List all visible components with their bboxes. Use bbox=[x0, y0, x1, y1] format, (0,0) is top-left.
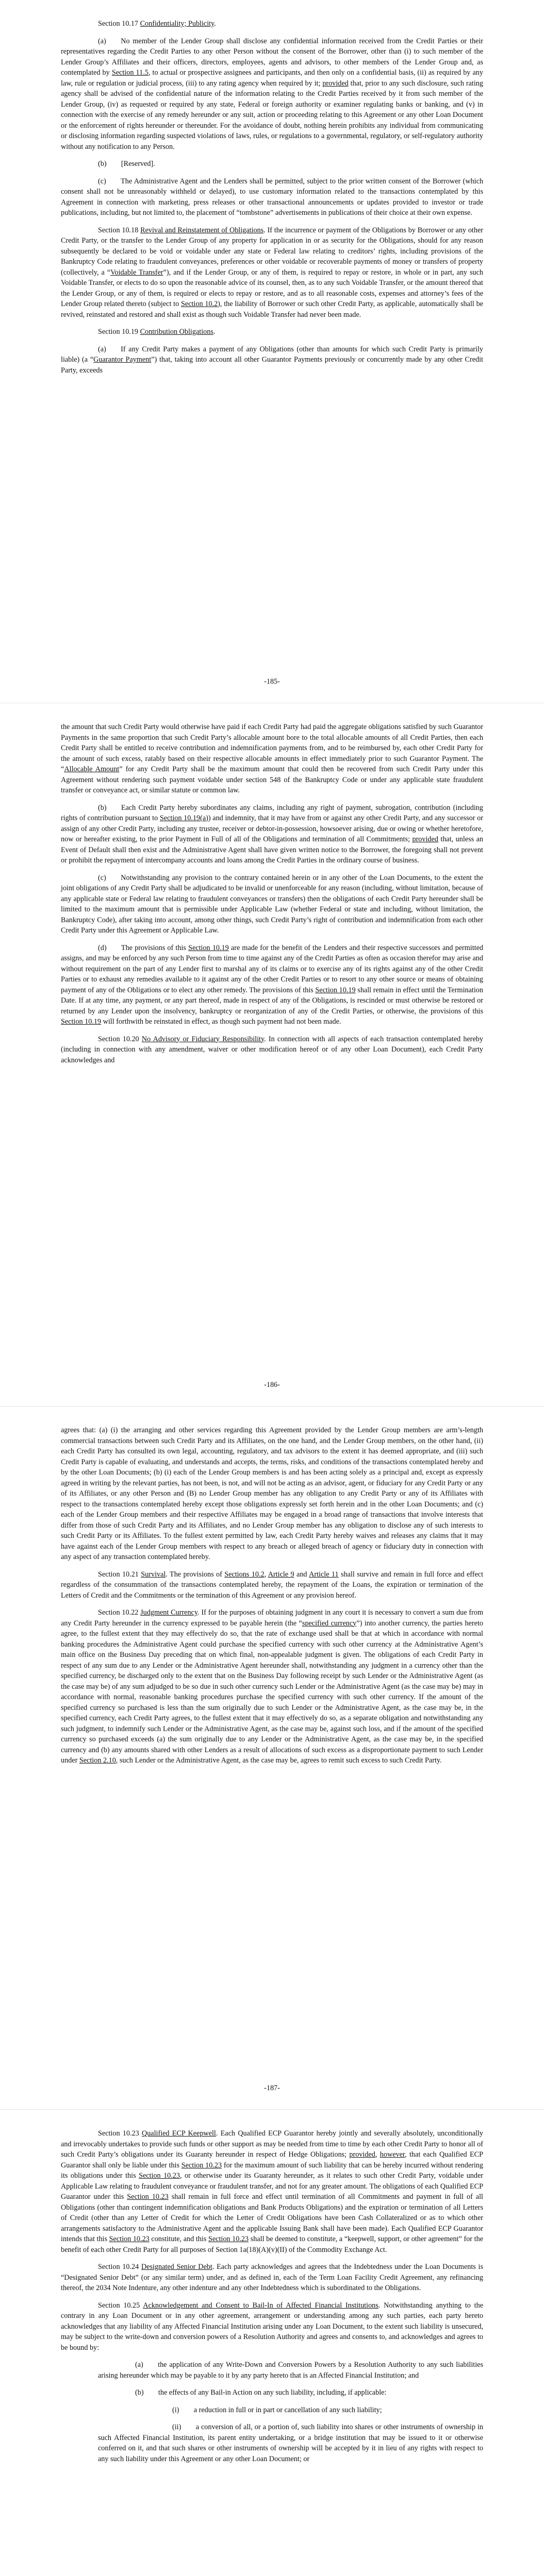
paragraph bbox=[61, 159, 483, 170]
paragraph-text: . bbox=[213, 328, 216, 336]
paragraph-text: Section 10.21 bbox=[98, 1570, 141, 1579]
paragraph bbox=[61, 344, 483, 376]
paragraph-text: shall remain in full force and effect until termination of all Commitments and payment in full of all Obligations (other than contingent indemnification obligations and Bank Products Obligations) and the expiration or termination of all Letters of Credit (other than any Letter of Credit for which the Letter of Credit Obligations have been Cash Collateralized or as to which other arrangements satisfactory to the Administrative Agent and the applicable Issuing Bank shall have been made). Each Qualified ECP Guarantor intends that this bbox=[61, 2193, 483, 2243]
paragraph bbox=[61, 1425, 483, 1563]
paragraph-text: (i) a reduction in full or in part or cancellation of any such liability; bbox=[172, 2405, 382, 2414]
underlined-term: Guarantor Payment bbox=[93, 355, 152, 364]
paragraph bbox=[61, 225, 483, 320]
underlined-term: Confidentiality; Publicity bbox=[140, 20, 215, 28]
paragraph bbox=[61, 2422, 483, 2464]
paragraph-text: ”) that, taking into account all other Guarantor Payments previously or concurrently made by any other Credit Party, exceeds bbox=[61, 355, 483, 375]
underlined-term: Section 10.23 bbox=[181, 2161, 222, 2170]
underlined-term: Section 10.23 bbox=[139, 2172, 180, 2180]
underlined-term: Sections 10.2 bbox=[224, 1570, 265, 1579]
page-body bbox=[61, 2128, 483, 2464]
paragraph-text: Section 10.25 bbox=[98, 2301, 143, 2310]
paragraph bbox=[61, 873, 483, 936]
paragraph bbox=[61, 1034, 483, 1066]
underlined-term: Article 11 bbox=[309, 1570, 339, 1579]
underlined-term: Section 10.23 bbox=[127, 2193, 169, 2201]
paragraph bbox=[61, 19, 483, 29]
paragraph bbox=[61, 943, 483, 1027]
paragraph-text: . bbox=[214, 20, 216, 28]
paragraph-text: agrees that: (a) (i) the arranging and other services regarding this Agreement provided by the Lender Group members are arm’s-length commercial transactions between such Credit Party and its Affiliates, on the one hand, and the Lender Group members, on the other hand, (ii) each Credit Party has consulted its own legal, accounting, regulatory, and tax advisors to the extent it has deemed appropriate, and (iii) such Credit Party is capable of evaluating, and understands and accepts, the terms, risks, and conditions of the transactions contemplated hereby and by the other Loan Documents; (b) (i) each of the Lender Group members is and has been acting solely as a principal and, except as expressly agreed in writing by the relevant parties, has not been, is not, and will not be acting as an advisor, agent, or fiduciary for any Credit Party or any of its Affiliates, or any other Person and (B) no Lender Group member has any obligation to any Credit Party or any of its Affiliates with respect to the transactions contemplated hereby except those obligations expressly set forth herein and in the other Loan Documents; and (c) each of the Lender Group members and their respective Affiliates may be engaged in a broad range of transactions that involve interests that differ from those of such Credit Party and its Affiliates, and no Lender Group member has any obligation to disclose any of such interests to such Credit Party or its Affiliates. To the fullest extent permitted by law, each Credit Party hereby waives and releases any claims that it may have against each of the Lender Group members with respect to any breach or alleged breach of agency or fiduciary duty in connection with any aspect of any transaction contemplated hereby. bbox=[61, 1426, 483, 1561]
underlined-term: Judgment Currency bbox=[140, 1608, 198, 1617]
paragraph-text: Section 10.19 bbox=[98, 328, 140, 336]
paragraph-text: the amount that such Credit Party would otherwise have paid if each Credit Party had paid the aggregate obligations satisfied by such Guarantor Payments in the same proportion that such Credit Party’s allocable amount bore to the total allocable amounts of all Credit Parties, then each Credit Party shall be entitled to receive contribution and indemnification payments from, and to be reimbursed by, each other Credit Party for the amount of such excess, ratably based on their respective allocable amounts in effect immediately prior to such Guarantor Payment. The “ bbox=[61, 723, 483, 773]
paragraph bbox=[61, 2262, 483, 2294]
underlined-term: provided bbox=[349, 2150, 375, 2159]
underlined-term: Article 9 bbox=[268, 1570, 294, 1579]
page-body bbox=[61, 1425, 483, 1766]
underlined-term: provided bbox=[322, 79, 349, 88]
paragraph-text: Section 10.17 bbox=[98, 20, 140, 28]
underlined-term: Contribution Obligations bbox=[140, 328, 213, 336]
paragraph-text: (c) The Administrative Agent and the Lenders shall be permitted, subject to the prior written consent of the Borrower (which consent shall not be unreasonably withheld or delayed), to use customary information related to the transactions contemplated by this Agreement in connection with marketing, press releases or other transactional announcements or updates provided to investor or trade publications, including, but not limited to, the placement of “tombstone” advertisements in publications of their choice at their own expense. bbox=[61, 177, 483, 217]
paragraph-text: . In connection with all aspects of each transaction contemplated hereby (including in connection with any amendment, waiver or other modification hereof or of any other Loan Document), each Credit Party acknowledges and bbox=[61, 1035, 483, 1064]
underlined-term: Designated Senior Debt bbox=[141, 2263, 212, 2271]
underlined-term: Qualified ECP Keepwell bbox=[141, 2129, 216, 2138]
paragraph-text: (ii) a conversion of all, or a portion of, such liability into shares or other instruments of ownership in such Affected Financial Institution, its parent entity undertaking, or a bridge institution that may be issued to it or otherwise conferred on it, and that such shares or other instruments of ownership will be accepted by it in lieu of any rights with respect to any such liability under this Agreement or any other Loan Document; or bbox=[98, 2423, 483, 2463]
underlined-term: specified currency bbox=[302, 1619, 357, 1628]
paragraph-text: shall survive and remain in full force and effect regardless of the consummation of the transactions contemplated hereby, the repayment of the Loans, the expiration or termination of the Letters of Credit and the Commitments or the termination of this Agreement or any provision hereof. bbox=[61, 1570, 484, 1600]
paragraph-text: . The provisions of bbox=[166, 1570, 225, 1579]
paragraph-text: Section 10.23 bbox=[98, 2129, 142, 2138]
paragraph-text: (d) The provisions of this bbox=[98, 943, 189, 952]
underlined-term: Revival and Reinstatement of Obligations bbox=[140, 226, 264, 234]
paragraph-text: . If the incurrence or payment of the Obligations by Borrower or any other Credit Party, or the transfer to the Lender Group of any property for application in or as security for the Obligations, should for any reason subsequently be declared to be void or voidable under any state or Federal law relating to creditors’ rights, including provisions of the Bankruptcy Code relating to fraudulent conveyances, preferences or other voidable or recoverable payments of money or transfers of property (collectively, a “ bbox=[61, 226, 483, 277]
page-number: -187- bbox=[264, 2084, 280, 2092]
paragraph-text: ”) into another currency, the parties hereto agree, to the fullest extent that they may effectively do so, that the rate of exchange used shall be that at which in accordance with normal banking procedures the Administrative Agent could purchase the specified currency with such other currency at the Administrative Agent’s main office on the Business Day preceding that on which final, non-appealable judgment is given. The obligations of each Credit Party in respect of any sum due to any Lender or the Administrative Agent hereunder shall, notwithstanding any judgment in a currency other than the specified currency, be discharged only to the extent that on the Business Day following receipt by such Lender or the Administrative Agent (as the case may be) of any sum adjudged to be so due in such other currency such Lender or the Administrative Agent (as the case may be) may in accordance with normal, reasonable banking procedures purchase the specified currency with such other currency. If the amount of the specified currency so purchased is less than the sum originally due to such Lender or the Administrative Agent, as the case may be, in the specified currency, each Credit Party agrees, to the fullest extent that it may effectively do so, as a separate obligation and notwithstanding any such judgment, to indemnify such Lender or the Administrative Agent, as the case may be, against such loss, and if the amount of the specified currency so purchased exceeds (a) the sum originally due to any Lender or the Administrative Agent, as the case may be, in the specified currency and (b) any amounts shared with other Lenders as a result of allocations of such excess as a disproportionate payment to such Lender under bbox=[61, 1619, 483, 1765]
paragraph-text: , or otherwise under its Guaranty hereunder, as it relates to such other Credit Party, voidable under Applicable Law relating to fraudulent conveyance or fraudulent transfer, and not for any greater amount. The obligations of each Qualified ECP Guarantor under this bbox=[61, 2172, 483, 2201]
paragraph bbox=[61, 2128, 483, 2255]
paragraph-text: , that each Qualified ECP Guarantor shall only be liable under this bbox=[61, 2150, 484, 2170]
paragraph-text: , to actual or prospective assignees and participants, and then only on a confidential basis, (ii) as required by any law, rule or regulation or judicial process, (iii) to any rating agency when required by it; bbox=[61, 69, 483, 88]
paragraph-text: (a) If any Credit Party makes a payment of any Obligations (other than amounts for which such Credit Party is primarily liable) (a “ bbox=[61, 345, 483, 364]
paragraph-text: Section 10.24 bbox=[98, 2263, 141, 2271]
paragraph-text: (b) Each Credit Party hereby subordinates any claims, including any right of payment, subrogation, contribution (including rights of contribution pursuant to bbox=[61, 803, 483, 822]
paragraph bbox=[61, 2360, 483, 2381]
underlined-term: Section 10.19 bbox=[61, 1018, 102, 1026]
underlined-term: Acknowledgement and Consent to Bail-In of Affected Financial Institutions bbox=[143, 2301, 378, 2310]
page bbox=[0, 0, 544, 703]
page bbox=[0, 1406, 544, 2110]
underlined-term: Voidable Transfer bbox=[110, 268, 163, 277]
paragraph-text: for the maximum amount of such liability that can be hereby incurred without rendering its obligations under this bbox=[61, 2161, 483, 2180]
paragraph bbox=[61, 722, 483, 796]
underlined-term: Survival bbox=[141, 1570, 166, 1579]
page bbox=[0, 2110, 544, 2576]
paragraph-text: , bbox=[375, 2150, 380, 2159]
paragraph-text: (b) the effects of any Bail-in Action on any such liability, including, if applicable: bbox=[135, 2388, 387, 2397]
paragraph-text: (a) the application of any Write-Down and Conversion Powers by a Resolution Authority to any such liabilities arising hereunder which may be payable to it by any party hereto that is an Affected Financial Institution; and bbox=[98, 2361, 483, 2380]
underlined-term: Section 2.10 bbox=[79, 1756, 116, 1765]
page-number: -186- bbox=[264, 1381, 280, 1389]
underlined-term: Section 10.23 bbox=[208, 2235, 249, 2243]
paragraph bbox=[61, 803, 483, 866]
underlined-term: Section 10.19 bbox=[315, 986, 356, 994]
underlined-term: however bbox=[380, 2150, 405, 2159]
paragraph-text: are made for the benefit of the Lenders and their respective successors and permitted assigns, and may be enforced by any such Person from time to time against any of the Credit Parties as often as occasion therefor may arise and without requirement on the part of any Lender first to marshal any of its claims or to exercise any of its rights against any of the other Credit Parties or to exhaust any remedies available to it against any of the other Credit Parties or to resort to any other source or means of obtaining payment of any of the Obligations or to elect any other remedy. The provisions of this bbox=[61, 943, 483, 994]
paragraph-text: . Notwithstanding anything to the contrary in any Loan Document or in any other agreement, arrangement or understanding among any such parties, each party hereto acknowledges that any liability of any Affected Financial Institution arising under any Loan Document, to the extent such liability is unsecured, may be subject to the write-down and conversion powers of a Resolution Authority and agrees and consents to, and acknowledges and agrees to be bound by: bbox=[61, 2301, 483, 2352]
paragraph bbox=[61, 1569, 483, 1601]
paragraph bbox=[61, 327, 483, 337]
paragraph-text: and bbox=[294, 1570, 309, 1579]
underlined-term: Allocable Amount bbox=[64, 765, 120, 773]
paragraph-text: that, unless an Event of Default shall then exist and the Administrative Agent shall have given written notice to the Borrower, the foregoing shall not prevent or prohibit the repayment of intercompany accounts and loans among the Credit Parties in the ordinary course of business. bbox=[61, 835, 483, 865]
paragraph-text: ”), and if the Lender Group, or any of them, is required to repay or restore, in whole or in part, any such Voidable Transfer, or elects to do so upon the reasonable advice of its counsel, then, as to any such Voidable Transfer, or the amount thereof that the Lender Group, or any of them, is required or elects to repay or restore, and as to all reasonable costs, expenses and attorney’s fees of the Lender Group related thereto (subject to bbox=[61, 268, 484, 308]
underlined-term: Section 10.19(a) bbox=[159, 814, 208, 822]
page-body bbox=[61, 19, 483, 376]
paragraph-text: shall remain in effect until the Termination Date. If at any time, any payment, or any part thereof, made in respect of any of the Obligations, is rescinded or must otherwise be restored or returned by any Lender upon the insolvency, bankruptcy or reorganization of any of the Credit Parties, or otherwise, the provisions of this bbox=[61, 986, 483, 1015]
paragraph-text: constitute, and this bbox=[149, 2235, 208, 2243]
underlined-term: Section 10.23 bbox=[109, 2235, 150, 2243]
underlined-term: provided bbox=[412, 835, 438, 843]
underlined-term: Section 11.5 bbox=[111, 69, 149, 77]
paragraph-text: Section 10.22 bbox=[98, 1608, 141, 1617]
page-body bbox=[61, 722, 483, 1065]
paragraph-text: will forthwith be reinstated in effect, as though such payment had not been made. bbox=[101, 1018, 341, 1026]
paragraph-text: ), the liability of Borrower or such other Credit Party, as applicable, automatically shall be revived, reinstated and restored and shall exist as though such Voidable Transfer had never been made. bbox=[61, 300, 483, 319]
underlined-term: No Advisory or Fiduciary Responsibility bbox=[141, 1035, 265, 1043]
page-number: -185- bbox=[264, 677, 280, 686]
underlined-term: Section 10.19 bbox=[188, 943, 229, 952]
paragraph-text: (c) Notwithstanding any provision to the contrary contained herein or in any other of the Loan Documents, to the extent the joint obligations of any Credit Party shall be adjudicated to be invalid or unenforceable for any reason (including, without limitation, because of any applicable state or Federal law relating to fraudulent conveyances or transfers) then the obligations of each Credit Party hereunder shall be limited to the maximum amount that is permissible under Applicable Law (whether Federal or state and including, without limitation, the Bankruptcy Code), after taking into account, among other things, such Credit Party’s right of contribution and indemnification from each other Credit Party under this Agreement or Applicable Law. bbox=[61, 873, 483, 935]
paragraph-text: , bbox=[264, 1570, 268, 1579]
underlined-term: Section 10.2 bbox=[181, 300, 218, 308]
paragraph-text: Section 10.18 bbox=[98, 226, 141, 234]
paragraph bbox=[61, 2387, 483, 2398]
paragraph-text: . Each party acknowledges and agrees that the Indebtedness under the Loan Documents is “Designated Senior Debt” (or any similar term) under, and as defined in, each of the Term Loan Facility Credit Agreement, any refinancing thereof, the 2034 Note Indenture, any other indenture and any other Indebtedness which is subordinated to the Obligations. bbox=[61, 2263, 483, 2292]
paragraph bbox=[61, 2405, 483, 2416]
paragraph bbox=[61, 36, 483, 152]
paragraph-text: shall be deemed to constitute, a “keepwell, support, or other agreement” for the benefit of each other Credit Party for all purposes of Section 1a(18)(A)(v)(II) of the Commodity Exchange Act. bbox=[61, 2235, 483, 2254]
paragraph-text: . Each Qualified ECP Guarantor hereby jointly and severally absolutely, unconditionally and irrevocably undertakes to provide such funds or other support as may be needed from time to time by each other Credit Party to honor all of such Credit Party’s obligations under its Guaranty hereunder in respect of Hedge Obligations; bbox=[61, 2129, 483, 2159]
page bbox=[0, 703, 544, 1406]
paragraph-text: ) and indemnity, that it may have from or against any other Credit Party, and any successor or assign of any other Credit Party, including any trustee, receiver or debtor-in-possession, howsoever arising, due or owing or whether heretofore, now or hereafter existing, to the prior Payment in Full of all of the Obligations and termination of all Commitments; bbox=[61, 814, 483, 843]
paragraph bbox=[61, 2300, 483, 2353]
paragraph-text: (b) [Reserved]. bbox=[98, 160, 155, 168]
paragraph-text: (a) No member of the Lender Group shall disclose any confidential information received from the Credit Parties or their representatives regarding the Credit Parties to any other Person without the consent of the Borrower, other than (i) to such member of the Lender Group’s Affiliates and their officers, directors, employees, agents and advisors, to other members of the Lender Group and, as contemplated by bbox=[61, 37, 483, 77]
paragraph-text: ” for any Credit Party shall be the maximum amount that could then be recovered from such Credit Party under this Agreement without rendering such payment voidable under section 548 of the Bankruptcy Code or under any applicable state fraudulent transfer or conveyance act, or similar statute or common law. bbox=[61, 765, 484, 794]
paragraph bbox=[61, 176, 483, 218]
paragraph-text: Section 10.20 bbox=[98, 1035, 142, 1043]
paragraph-text: , such Lender or the Administrative Agent, as the case may be, agrees to remit such excess to such Credit Party. bbox=[116, 1756, 442, 1765]
paragraph-text: . If for the purposes of obtaining judgment in any court it is necessary to convert a sum due from any Credit Party hereunder in the currency expressed to be payable herein (the “ bbox=[61, 1608, 483, 1628]
paragraph bbox=[61, 1607, 483, 1766]
paragraph-text: that, prior to any such disclosure, such rating agency shall be advised of the confidential nature of the information relating to the Credit Parties received by it from such member of the Lender Group, (iv) as requested or required by any state, Federal or foreign authority or examiner regulating banks or banking, and (v) in connection with the exercise of any remedy hereunder or any suit, action or proceeding relating to this Agreement or any other Loan Document or the enforcement of rights hereunder or thereunder. For the avoidance of doubt, nothing herein prohibits any individual from communicating or disclosing information regarding suspected violations of laws, rules, or regulations to a governmental, regulatory, or self-regulatory authority without any notification to any Person. bbox=[61, 79, 483, 151]
